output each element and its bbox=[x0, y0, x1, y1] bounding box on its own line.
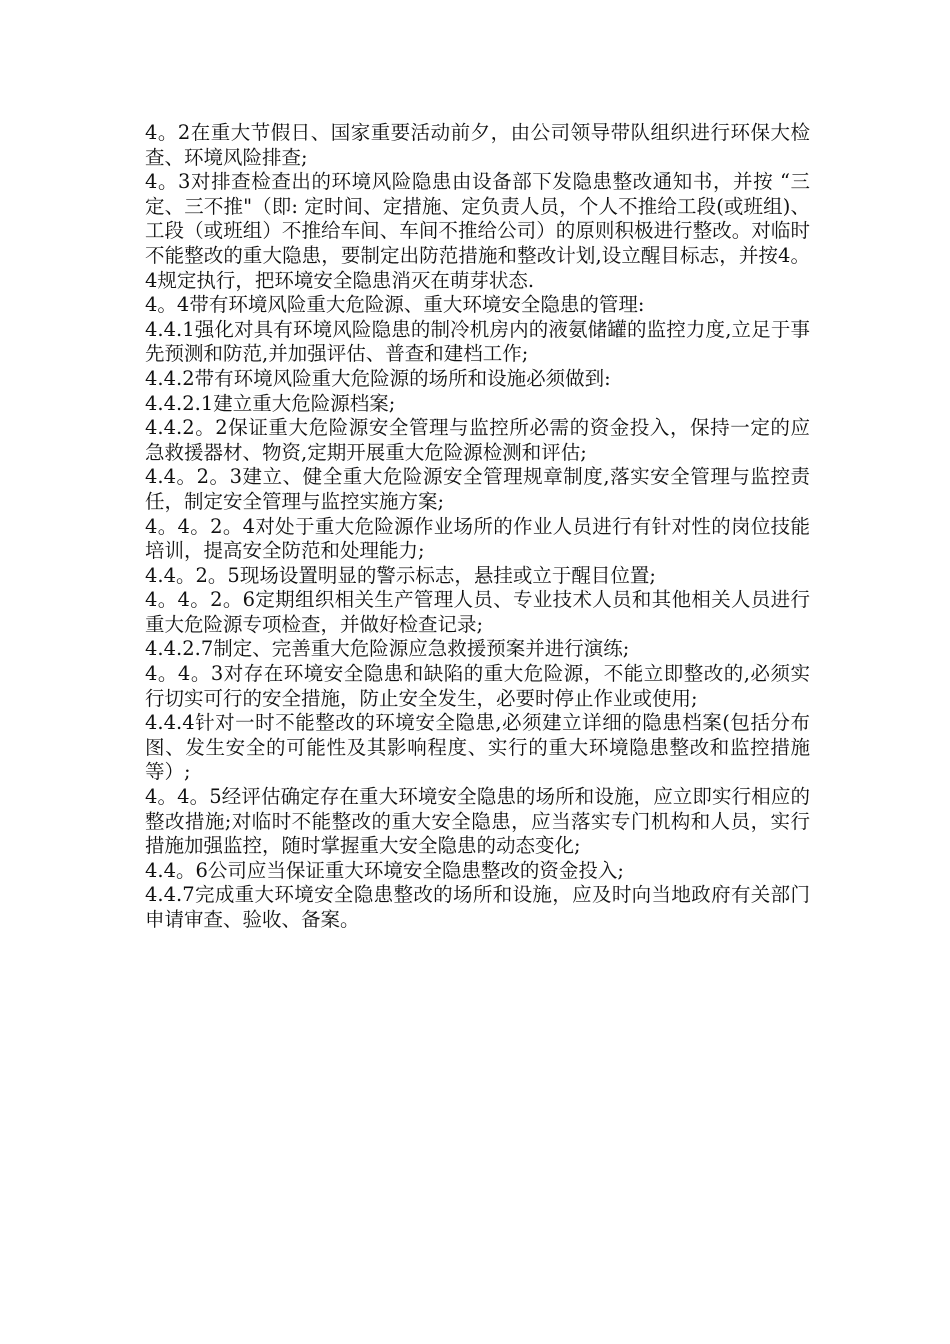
paragraph-4-4-7: 4.4.7完成重大环境安全隐患整改的场所和设施，应及时向当地政府有关部门申请审查、验收、备案。 bbox=[145, 883, 810, 931]
paragraph-4-4-2-1: 4.4.2.1建立重大危险源档案; bbox=[145, 391, 396, 415]
paragraph-4-4: 4。4带有环境风险重大危险源、重大环境安全隐患的管理: bbox=[145, 293, 645, 317]
paragraph-4-4-2-7: 4.4.2.7制定、完善重大危险源应急救援预案并进行演练; bbox=[145, 637, 630, 661]
paragraph-4-4-2-2: 4.4.2。2保证重大危险源安全管理与监控所必需的资金投入，保持一定的应急救援器材、物资,定期开展重大危险源检测和评估; bbox=[145, 416, 810, 464]
paragraph-4-2: 4。2在重大节假日、国家重要活动前夕，由公司领导带队组织进行环保大检查、环境风险排查; bbox=[145, 121, 810, 169]
paragraph-4-4-1: 4.4.1强化对具有环境风险隐患的制冷机房内的液氨储罐的监控力度,立足于事先预测和防范,并加强评估、普查和建档工作; bbox=[145, 317, 810, 366]
paragraph-4-3: 4。3对排查检查出的环境风险隐患由设备部下发隐患整改通知书，并按 “三定、三不推"（即: 定时间、定措施、定负责人员，个人不推给工段(或班组)、工段（或班组）不推给车间、车间不推给公司）的原则积极进行整改。对临时不能整改的重大隐患，要制定出防范措施和整改计划,设立醒目标志，并按4。4规定执行，把环境安全隐患消灭在萌芽状态. bbox=[145, 170, 810, 292]
paragraph-4-4-2-6: 4。4。2。6定期组织相关生产管理人员、专业技术人员和其他相关人员进行重大危险源专项检查，并做好检查记录; bbox=[145, 588, 810, 636]
paragraph-4-4-2-3: 4.4。2。3建立、健全重大危险源安全管理规章制度,落实安全管理与监控责任，制定安全管理与监控实施方案; bbox=[145, 465, 810, 513]
paragraph-4-4-3: 4。4。3对存在环境安全隐患和缺陷的重大危险源，不能立即整改的,必须实行切实可行的安全措施，防止安全发生，必要时停止作业或使用; bbox=[145, 662, 810, 710]
paragraph-4-4-2: 4.4.2带有环境风险重大危险源的场所和设施必须做到: bbox=[145, 366, 611, 390]
paragraph-4-4-4: 4.4.4针对一时不能整改的环境安全隐患,必须建立详细的隐患档案(包括分布图、发生安全的可能性及其影响程度、实行的重大环境隐患整改和监控措施等）; bbox=[145, 711, 810, 784]
paragraph-4-4-6: 4.4。6公司应当保证重大环境安全隐患整改的资金投入; bbox=[145, 858, 624, 882]
paragraph-4-4-2-5: 4.4。2。5现场设置明显的警示标志，悬挂或立于醒目位置; bbox=[145, 563, 656, 587]
paragraph-4-4-5: 4。4。5经评估确定存在重大环境安全隐患的场所和设施，应立即实行相应的整改措施;对临时不能整改的重大安全隐患，应当落实专门机构和人员，实行措施加强监控，随时掌握重大安全隐患的动态变化; bbox=[145, 785, 810, 858]
document-body bbox=[145, 121, 810, 933]
paragraph-4-4-2-4: 4。4。2。4对处于重大危险源作业场所的作业人员进行有针对性的岗位技能培训，提高安全防范和处理能力; bbox=[145, 514, 810, 563]
